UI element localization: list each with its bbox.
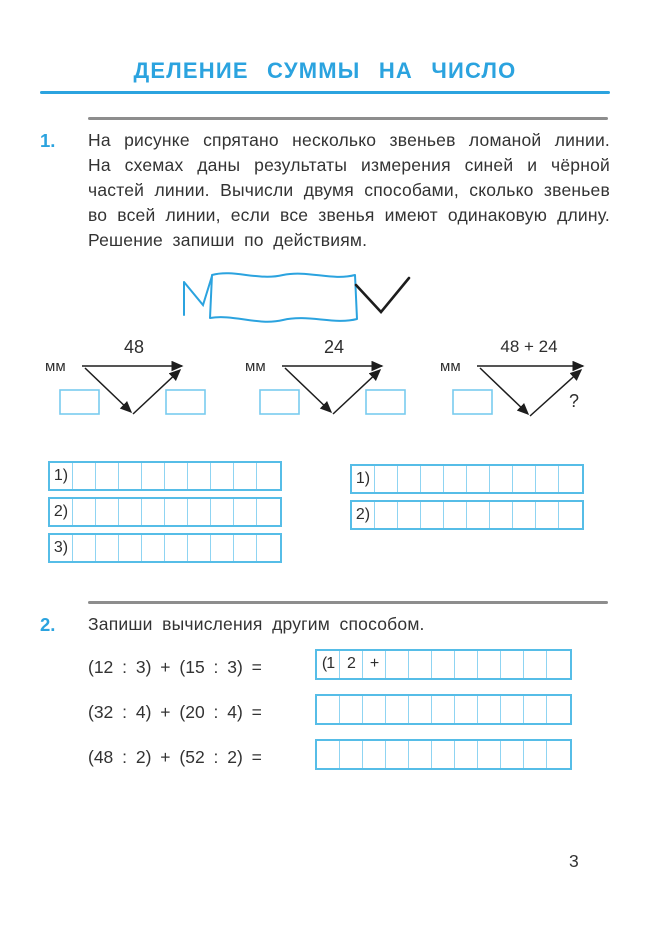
answer-box[interactable] — [260, 390, 299, 414]
grid-cell[interactable] — [165, 463, 188, 489]
grid-cell[interactable] — [165, 535, 188, 561]
answer-box[interactable] — [166, 390, 205, 414]
grid-cell[interactable] — [444, 466, 467, 492]
solution-grids — [0, 461, 650, 567]
unit-label: мм — [440, 358, 461, 375]
grid-cell[interactable] — [211, 463, 234, 489]
diagram-black-part — [242, 337, 412, 432]
grid-cell[interactable] — [257, 463, 280, 489]
grid-cell[interactable] — [467, 502, 490, 528]
grid-row-label: 1) — [50, 463, 73, 489]
equation-answer-grid — [315, 694, 572, 725]
equation-row — [88, 697, 650, 727]
grid-cell[interactable] — [524, 651, 547, 678]
grid-cell[interactable] — [478, 651, 501, 678]
solution-grid-column-right — [350, 464, 584, 536]
equations-block — [88, 652, 650, 772]
grid-cell[interactable] — [119, 499, 142, 525]
equation-row — [88, 652, 650, 682]
grid-cell[interactable] — [96, 463, 119, 489]
grid-cell[interactable] — [513, 502, 536, 528]
task-1 — [40, 128, 610, 253]
black-broken-line — [356, 278, 409, 312]
grid-cell[interactable] — [432, 696, 455, 723]
grid-cell[interactable] — [363, 741, 386, 768]
task-number: 2. — [40, 614, 56, 635]
measure-arrow-down — [480, 368, 528, 414]
grid-cell[interactable] — [211, 499, 234, 525]
grid-cell[interactable] — [317, 741, 340, 768]
grid-cell[interactable] — [513, 466, 536, 492]
equation-expression: (32 : 4) + (20 : 4) = — [88, 701, 262, 722]
grid-cell[interactable] — [409, 741, 432, 768]
grid-cell[interactable] — [524, 741, 547, 768]
grid-cell[interactable] — [421, 502, 444, 528]
answer-box[interactable] — [453, 390, 492, 414]
grid-cell[interactable] — [340, 741, 363, 768]
grid-cell[interactable] — [455, 741, 478, 768]
grid-cell[interactable] — [188, 499, 211, 525]
task-text: Запиши вычисления другим способом. — [88, 614, 425, 634]
grid-cell[interactable] — [340, 696, 363, 723]
grid-cell[interactable] — [386, 741, 409, 768]
section-divider — [88, 117, 608, 120]
grid-cell[interactable] — [386, 651, 409, 678]
task-2 — [40, 612, 610, 637]
section-divider — [88, 601, 608, 604]
grid-cell[interactable] — [188, 535, 211, 561]
grid-cell[interactable] — [257, 535, 280, 561]
hidden-broken-line-figure — [176, 267, 416, 331]
torn-cover-shape — [210, 273, 357, 321]
measure-arrow-up — [133, 370, 180, 414]
grid-cell-prefilled[interactable]: + — [363, 651, 386, 678]
grid-cell[interactable] — [165, 499, 188, 525]
grid-cell[interactable] — [490, 502, 513, 528]
page-number: 3 — [569, 851, 579, 871]
equation-expression: (48 : 2) + (52 : 2) = — [88, 746, 262, 767]
grid-cell[interactable] — [409, 696, 432, 723]
grid-cell[interactable] — [119, 463, 142, 489]
grid-cell[interactable] — [119, 535, 142, 561]
equation-answer-grid — [315, 649, 572, 680]
equation-answer-grid — [315, 739, 572, 770]
grid-cell[interactable] — [455, 651, 478, 678]
unit-label: мм — [245, 358, 266, 375]
grid-cell[interactable] — [73, 499, 96, 525]
solution-row — [350, 464, 584, 494]
grid-cell[interactable] — [501, 651, 524, 678]
grid-cell[interactable] — [234, 535, 257, 561]
solution-row — [48, 461, 282, 491]
grid-cell[interactable] — [432, 651, 455, 678]
grid-cell[interactable] — [363, 696, 386, 723]
equation-row — [88, 742, 650, 772]
question-mark-label: ? — [569, 391, 580, 411]
answer-box[interactable] — [60, 390, 99, 414]
measurement-diagrams — [0, 337, 650, 437]
grid-cell[interactable] — [444, 502, 467, 528]
grid-cell[interactable] — [559, 502, 582, 528]
grid-cell[interactable] — [524, 696, 547, 723]
grid-cell[interactable] — [234, 499, 257, 525]
grid-cell[interactable] — [409, 651, 432, 678]
answer-box[interactable] — [366, 390, 405, 414]
grid-cell[interactable] — [536, 466, 559, 492]
grid-cell[interactable] — [142, 499, 165, 525]
grid-cell[interactable] — [96, 535, 119, 561]
grid-cell[interactable] — [398, 466, 421, 492]
grid-row-label: 2) — [50, 499, 73, 525]
grid-cell[interactable] — [501, 696, 524, 723]
grid-cell[interactable] — [96, 499, 119, 525]
solution-grid-column-left — [48, 461, 282, 569]
solution-row — [350, 500, 584, 530]
grid-cell[interactable] — [478, 696, 501, 723]
total-label: 24 — [323, 337, 345, 357]
total-label: 48 — [123, 337, 145, 357]
grid-cell[interactable] — [73, 535, 96, 561]
task-text: На рисунке спрятано несколько звеньев ломаной линии. На схемах даны результаты измерения синей и чёрной частей линии. Вычисли двумя способами, сколько звеньев во всей линии, если все звенья имеют одинаковую длину. Решение запиши по действиям. — [88, 130, 610, 250]
grid-cell-prefilled[interactable]: (1 — [317, 651, 340, 678]
grid-cell[interactable] — [317, 696, 340, 723]
grid-cell[interactable] — [375, 502, 398, 528]
grid-cell[interactable] — [467, 466, 490, 492]
grid-cell[interactable] — [73, 463, 96, 489]
unit-label: мм — [45, 358, 66, 375]
total-label: 48 + 24 — [500, 337, 558, 356]
equation-expression: (12 : 3) + (15 : 3) = — [88, 656, 262, 677]
grid-cell[interactable] — [501, 741, 524, 768]
blue-broken-line — [184, 276, 212, 315]
grid-row-label: 1) — [352, 466, 375, 492]
grid-cell[interactable] — [421, 466, 444, 492]
title-underline — [40, 91, 610, 94]
grid-cell[interactable] — [188, 463, 211, 489]
grid-cell[interactable] — [559, 466, 582, 492]
grid-cell[interactable] — [547, 696, 570, 723]
grid-cell[interactable] — [386, 696, 409, 723]
diagram-blue-part — [42, 337, 212, 432]
grid-cell[interactable] — [455, 696, 478, 723]
grid-cell[interactable] — [257, 499, 280, 525]
solution-row — [48, 533, 282, 563]
grid-cell[interactable] — [547, 741, 570, 768]
grid-cell[interactable] — [490, 466, 513, 492]
grid-cell[interactable] — [234, 463, 257, 489]
grid-cell[interactable] — [432, 741, 455, 768]
grid-cell[interactable] — [211, 535, 234, 561]
grid-row-label: 2) — [352, 502, 375, 528]
grid-cell[interactable] — [142, 463, 165, 489]
page-title: ДЕЛЕНИЕ СУММЫ НА ЧИСЛО — [133, 58, 517, 83]
grid-cell[interactable] — [478, 741, 501, 768]
task-number: 1. — [40, 130, 56, 151]
grid-cell[interactable] — [142, 535, 165, 561]
grid-cell[interactable] — [536, 502, 559, 528]
grid-cell-prefilled[interactable]: 2 — [340, 651, 363, 678]
solution-row — [48, 497, 282, 527]
grid-row-label: 3) — [50, 535, 73, 561]
grid-cell[interactable] — [398, 502, 421, 528]
measure-arrow-up — [333, 370, 380, 414]
grid-cell[interactable] — [375, 466, 398, 492]
diagram-whole-line — [437, 337, 597, 432]
grid-cell[interactable] — [547, 651, 570, 678]
